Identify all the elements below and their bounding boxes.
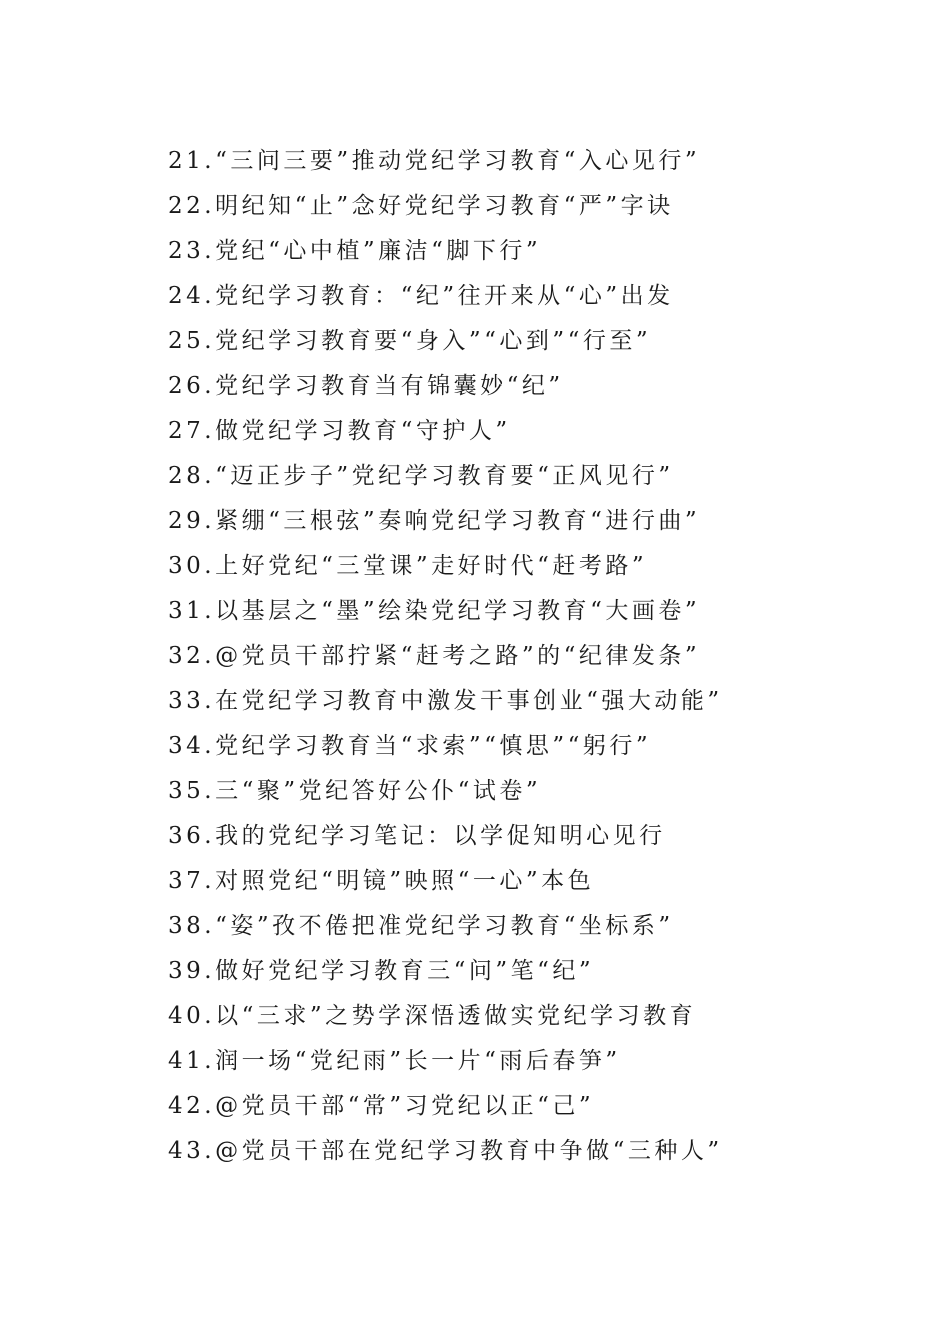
list-item: 24.党纪学习教育：“纪”往开来从“心”出发 <box>168 283 674 309</box>
list-item: 39.做好党纪学习教育三“问”笔“纪” <box>168 958 595 984</box>
list-item: 36.我的党纪学习笔记：以学促知明心见行 <box>168 823 666 849</box>
list-item: 30.上好党纪“三堂课”走好时代“赶考路” <box>168 553 648 579</box>
list-item: 33.在党纪学习教育中激发干事创业“强大动能” <box>168 688 723 714</box>
list-item: 29.紧绷“三根弦”奏响党纪学习教育“进行曲” <box>168 508 701 534</box>
list-item: 26.党纪学习教育当有锦囊妙“纪” <box>168 373 564 399</box>
list-item: 34.党纪学习教育当“求索”“慎思”“躬行” <box>168 733 652 759</box>
list-item: 25.党纪学习教育要“身入”“心到”“行至” <box>168 328 652 354</box>
list-item: 40.以“三求”之势学深悟透做实党纪学习教育 <box>168 1003 697 1029</box>
list-item: 42.@党员干部“常”习党纪以正“己” <box>168 1093 595 1119</box>
list-item: 43.@党员干部在党纪学习教育中争做“三种人” <box>168 1138 723 1164</box>
list-item: 31.以基层之“墨”绘染党纪学习教育“大画卷” <box>168 598 701 624</box>
list-item: 35.三“聚”党纪答好公仆“试卷” <box>168 778 542 804</box>
list-item: 21.“三问三要”推动党纪学习教育“入心见行” <box>168 148 701 174</box>
list-item: 22.明纪知“止”念好党纪学习教育“严”字诀 <box>168 193 674 219</box>
title-list <box>168 139 723 1174</box>
list-item: 23.党纪“心中植”廉洁“脚下行” <box>168 238 542 264</box>
list-item: 37.对照党纪“明镜”映照“一心”本色 <box>168 868 595 894</box>
list-item: 27.做党纪学习教育“守护人” <box>168 418 511 444</box>
list-item: 38.“姿”孜不倦把准党纪学习教育“坐标系” <box>168 913 674 939</box>
list-item: 41.润一场“党纪雨”长一片“雨后春笋” <box>168 1048 621 1074</box>
list-item: 28.“迈正步子”党纪学习教育要“正风见行” <box>168 463 674 489</box>
list-item: 32.@党员干部拧紧“赶考之路”的“纪律发条” <box>168 643 701 669</box>
